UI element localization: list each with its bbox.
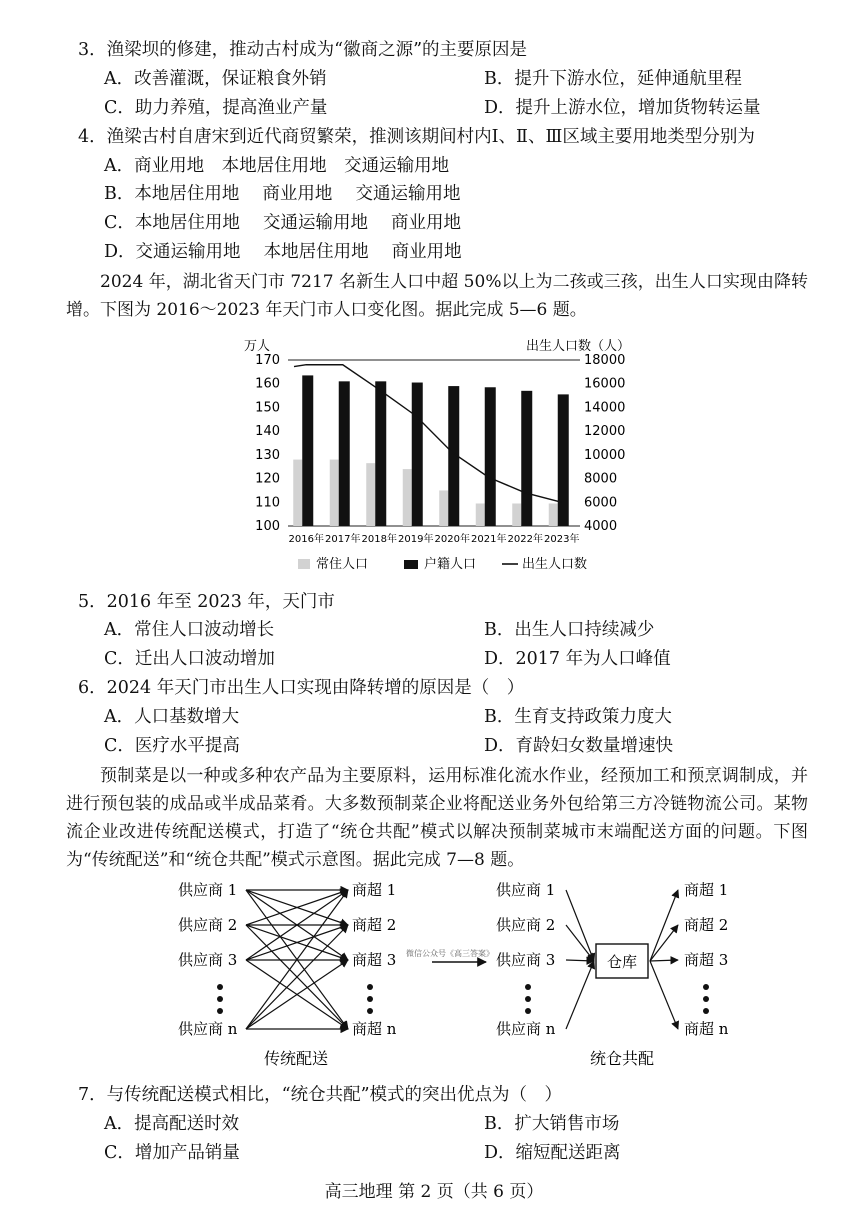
population-chart-svg (238, 330, 630, 578)
right-inbound-route (566, 961, 594, 1029)
left-caption: 传统配送 (263, 1049, 329, 1068)
q5-option-b: B．出生人口持续减少 (484, 620, 655, 640)
left-supplier-label: 供应商 1 (178, 881, 238, 899)
q6-option-c: C．医疗水平提高 (104, 736, 240, 756)
y-tick-right: 8000 (584, 471, 618, 487)
bar-registered-population (558, 394, 569, 526)
q3-option-d: D．提升上游水位，增加货物转运量 (484, 98, 761, 118)
y-tick-right: 4000 (584, 519, 618, 534)
bar-resident-population (439, 490, 448, 526)
bar-resident-population (549, 503, 558, 526)
left-store-label: 商超 3 (352, 951, 397, 969)
legend-label-birth: 出生人口数 (522, 557, 588, 572)
q5-option-a: A．常住人口波动增长 (104, 620, 275, 640)
q6-option-b: B．生育支持政策力度大 (484, 707, 672, 727)
q6-stem: 6．2024 年天门市出生人口实现由降转增的原因是（ ） (78, 678, 525, 698)
bar-registered-population (302, 375, 313, 526)
q7-option-d: D．缩短配送距离 (484, 1143, 621, 1163)
left-store-label: 商超 n (352, 1020, 397, 1038)
right-store-label: 商超 2 (684, 916, 729, 934)
right-outbound-route (650, 890, 678, 961)
q4-option-a: A．商业用地 本地居住用地 交通运输用地 (104, 156, 450, 176)
y-tick-left: 170 (255, 353, 280, 368)
legend-label-registered: 户籍人口 (424, 557, 477, 572)
right-outbound-route (650, 960, 678, 961)
distribution-diagram (170, 872, 750, 1072)
right-supplier-label: 供应商 2 (496, 916, 556, 934)
bar-resident-population (330, 460, 339, 526)
y-tick-left: 100 (255, 519, 280, 534)
left-supplier-ellipsis (217, 984, 223, 990)
bar-registered-population (485, 387, 496, 526)
y-tick-left: 130 (255, 447, 280, 463)
right-supplier-label: 供应商 3 (496, 951, 556, 969)
right-inbound-route (566, 960, 594, 961)
y-tick-right: 16000 (584, 376, 626, 392)
q7-option-c: C．增加产品销量 (104, 1143, 240, 1163)
passage-prepared-food: 预制菜是以一种或多种农产品为主要原料，运用标准化流水作业，经预加工和预烹调制成，并进行预包装的成品或半成品菜肴。大多数预制菜企业将配送业务外包给第三方冷链物流公司。某物流企业改进传统配送模式，打造了“统仓共配”模式以解决预制菜城市末端配送方面的问题。下图为“传统配送”和“统仓共配”模式示意图。据此完成 7—8 题。 (66, 766, 808, 870)
right-store-label: 商超 n (684, 1020, 729, 1038)
right-store-ellipsis (703, 1008, 709, 1014)
q5-option-c: C．迁出人口波动增加 (104, 649, 275, 669)
right-outbound-route (650, 961, 678, 1029)
right-supplier-ellipsis (525, 984, 531, 990)
population-chart (238, 330, 630, 578)
q6-option-a: A．人口基数增大 (104, 707, 240, 727)
left-store-ellipsis (367, 996, 373, 1002)
right-store-label: 商超 1 (684, 881, 729, 899)
x-tick-label: 2023年 (544, 534, 580, 545)
bar-resident-population (476, 503, 485, 526)
y-tick-left: 160 (255, 376, 280, 392)
y-tick-left: 110 (255, 495, 280, 511)
x-tick-label: 2019年 (398, 534, 434, 545)
y-tick-left: 120 (255, 471, 280, 487)
right-caption: 统仓共配 (589, 1049, 655, 1068)
bar-resident-population (366, 463, 375, 526)
q4-option-c: C．本地居住用地 交通运输用地 商业用地 (104, 213, 462, 233)
right-supplier-label: 供应商 n (496, 1020, 556, 1038)
x-tick-label: 2016年 (288, 534, 324, 545)
q3-stem: 3．渔梁坝的修建，推动古村成为“徽商之源”的主要原因是 (78, 40, 528, 60)
y-tick-right: 12000 (584, 424, 626, 440)
left-supplier-ellipsis (217, 1008, 223, 1014)
distribution-diagram-svg (170, 872, 750, 1072)
q6-option-d: D．育龄妇女数量增速快 (484, 736, 674, 756)
q7-option-a: A．提高配送时效 (104, 1114, 240, 1134)
left-store-ellipsis (367, 984, 373, 990)
q4-option-b: B．本地居住用地 商业用地 交通运输用地 (104, 184, 461, 204)
bar-registered-population (339, 381, 350, 526)
y-axis-right-label: 出生人口数（人） (525, 339, 630, 354)
watermark: 微信公众号《高三答案》 (406, 949, 494, 958)
x-tick-label: 2020年 (434, 534, 470, 545)
right-supplier-label: 供应商 1 (496, 881, 556, 899)
left-store-label: 商超 2 (352, 916, 397, 934)
legend-label-resident: 常住人口 (316, 557, 369, 572)
x-tick-label: 2017年 (325, 534, 361, 545)
y-tick-right: 10000 (584, 447, 626, 463)
right-store-label: 商超 3 (684, 951, 729, 969)
y-tick-left: 140 (255, 424, 280, 440)
right-inbound-route (566, 890, 594, 961)
q7-option-b: B．扩大销售市场 (484, 1114, 620, 1134)
page-footer: 高三地理 第 2 页（共 6 页） (324, 1182, 544, 1202)
bar-registered-population (375, 381, 386, 526)
y-tick-right: 14000 (584, 400, 626, 416)
q3-option-b: B．提升下游水位，延伸通航里程 (484, 69, 742, 89)
bar-resident-population (293, 460, 302, 526)
q7-stem: 7．与传统配送模式相比，“统仓共配”模式的突出优点为（ ） (78, 1085, 563, 1105)
right-outbound-route (650, 925, 678, 961)
right-store-ellipsis (703, 996, 709, 1002)
right-supplier-ellipsis (525, 996, 531, 1002)
y-tick-left: 150 (255, 400, 280, 416)
bar-registered-population (521, 391, 532, 526)
q3-option-a: A．改善灌溉，保证粮食外销 (104, 69, 327, 89)
right-store-ellipsis (703, 984, 709, 990)
x-tick-label: 2021年 (471, 534, 507, 545)
bar-registered-population (412, 383, 423, 526)
x-tick-label: 2018年 (361, 534, 397, 545)
q4-stem: 4．渔梁古村自唐宋到近代商贸繁荣，推测该期间村内Ⅰ、Ⅱ、Ⅲ区域主要用地类型分别为 (78, 127, 755, 147)
right-supplier-ellipsis (525, 1008, 531, 1014)
legend-swatch-resident (298, 559, 310, 569)
left-supplier-label: 供应商 3 (178, 951, 238, 969)
y-axis-left-label: 万人 (244, 339, 271, 354)
q3-option-c: C．助力养殖，提高渔业产量 (104, 98, 328, 118)
right-inbound-route (566, 925, 594, 961)
y-tick-right: 18000 (584, 353, 626, 368)
x-tick-label: 2022年 (507, 534, 543, 545)
passage-population: 2024 年，湖北省天门市 7217 名新生人口中超 50%以上为二孩或三孩，出生人口实现由降转增。下图为 2016～2023 年天门市人口变化图。据此完成 5—6 题。 (66, 272, 808, 320)
left-supplier-label: 供应商 n (178, 1020, 238, 1038)
q5-stem: 5．2016 年至 2023 年，天门市 (78, 592, 335, 612)
left-store-ellipsis (367, 1008, 373, 1014)
left-supplier-ellipsis (217, 996, 223, 1002)
left-store-label: 商超 1 (352, 881, 397, 899)
q4-option-d: D．交通运输用地 本地居住用地 商业用地 (104, 242, 462, 262)
y-tick-right: 6000 (584, 495, 618, 511)
left-supplier-label: 供应商 2 (178, 916, 238, 934)
bar-resident-population (403, 469, 412, 526)
bar-resident-population (512, 503, 521, 526)
legend-swatch-registered (404, 560, 418, 569)
q5-option-d: D．2017 年为人口峰值 (484, 649, 671, 669)
warehouse-label: 仓库 (606, 953, 638, 971)
